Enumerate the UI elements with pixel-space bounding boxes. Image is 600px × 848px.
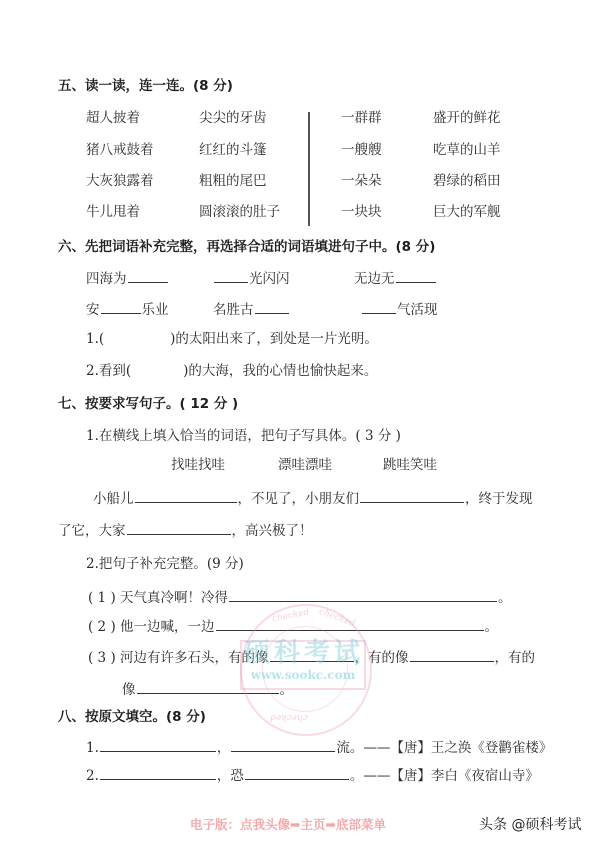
idiom-fill-6	[361, 301, 438, 318]
part-2-instruction: 2.把句子补充完整。(9 分)	[86, 556, 244, 572]
sentence-text: ，恐	[216, 768, 244, 784]
complete-sentence-1	[88, 589, 512, 606]
complete-sentence-3	[88, 649, 535, 666]
idiom-text: 无边无	[354, 271, 395, 287]
sentence-text: 。	[349, 768, 364, 784]
poem-fill-2	[86, 767, 539, 784]
answer-blank[interactable]	[229, 589, 497, 602]
answer-blank[interactable]	[231, 739, 335, 752]
noun-phrase-item: 盛开的鲜花	[433, 110, 501, 126]
complete-sentence-2	[88, 618, 498, 635]
answer-blank[interactable]	[410, 649, 494, 662]
sentence-text: ，有的	[494, 650, 535, 666]
idiom-text: 光闪闪	[249, 271, 290, 287]
watermark-ring-text: checked	[270, 712, 308, 722]
sentence-text: ( 1 ) 天气真冷啊！冷得	[88, 590, 228, 606]
complete-sentence-3-cont	[122, 681, 293, 698]
sentence-text: ，高兴极了！	[231, 523, 313, 539]
question-number: 2.	[86, 768, 99, 784]
idiom-fill-5	[213, 301, 290, 318]
answer-blank[interactable]	[127, 522, 231, 535]
measure-word-item: 一艘艘	[341, 142, 382, 158]
section-7-title: 七、按要求写句子。( 12 分 )	[58, 396, 239, 412]
word-option: 跳哇笑哇	[383, 457, 437, 473]
noun-phrase-item: 碧绿的稻田	[433, 173, 501, 189]
idiom-fill-2	[213, 270, 290, 287]
answer-blank[interactable]	[135, 490, 237, 503]
match-item-left: 牛儿甩着	[86, 204, 140, 220]
sentence-fill-2	[86, 365, 377, 379]
watermark-inner-ring	[262, 626, 348, 712]
footer-promo-link[interactable]: 电子版：点我头像➡主页➡底部菜单	[190, 817, 386, 832]
answer-blank[interactable]	[216, 618, 484, 631]
idiom-text: 气活现	[397, 302, 438, 318]
match-item-left: 超人披着	[86, 110, 140, 126]
sentence-text: ( 3 ) 河边有许多石头，有的像	[88, 650, 269, 666]
measure-word-item: 一群群	[341, 110, 382, 126]
answer-blank[interactable]	[101, 301, 141, 314]
answer-blank[interactable]	[128, 270, 168, 283]
poem-fill-1	[86, 739, 552, 756]
sentence-text: )的太阳出来了，到处是一片光明。	[170, 331, 378, 347]
match-item-right: 圆滚滚的肚子	[199, 204, 280, 220]
answer-blank[interactable]	[245, 767, 349, 780]
section-8-title: 八、按原文填空。(8 分)	[58, 709, 206, 725]
sentence-text: ，不见了，小朋友们	[237, 491, 359, 507]
sentence-text: ，有的像	[354, 650, 409, 666]
idiom-text: 安	[86, 302, 100, 318]
sentence-text: 了它，大家	[58, 523, 126, 539]
answer-blank[interactable]	[396, 270, 436, 283]
sentence-text: 1.(	[86, 331, 105, 347]
measure-word-item: 一朵朵	[341, 173, 382, 189]
watermark-title: 硕科考试	[244, 638, 365, 668]
answer-blank[interactable]	[214, 270, 248, 283]
sentence-text: ，终于发现	[465, 491, 533, 507]
poem-source: ——【唐】李白《夜宿山寺》	[363, 768, 539, 784]
match-item-right: 尖尖的牙齿	[199, 110, 267, 126]
idiom-fill-3	[354, 270, 437, 287]
watermark-ring-text: checked	[271, 607, 311, 625]
sentence-text: )的大海，我的心情也愉快起来。	[183, 363, 378, 379]
sentence-text: ，	[216, 740, 231, 756]
idiom-fill-4	[86, 301, 169, 318]
sentence-text: ( 2 ) 他一边喊，一边	[88, 619, 215, 635]
word-option: 漂哇漂哇	[278, 457, 332, 473]
idiom-fill-1	[86, 270, 169, 287]
match-item-right: 粗粗的尾巴	[199, 173, 267, 189]
sentence-text: 像	[122, 682, 136, 698]
sentence-fill-1	[86, 333, 378, 347]
idiom-text: 四海为	[86, 271, 127, 287]
section-5-title: 五、读一读，连一连。(8 分)	[58, 78, 233, 94]
answer-blank[interactable]	[100, 739, 216, 752]
sentence-text: 流。	[336, 740, 364, 756]
noun-phrase-item: 吃草的山羊	[433, 142, 501, 158]
watermark-url: www.sookc.com	[250, 668, 356, 682]
question-number: 1.	[86, 740, 99, 756]
answer-blank[interactable]	[270, 649, 354, 662]
footer-brand-watermark: 头条 @硕科考试	[479, 817, 582, 833]
poem-source: ——【唐】王之涣《登鹳雀楼》	[363, 740, 553, 756]
idiom-text: 乐业	[141, 302, 169, 318]
measure-word-item: 一块块	[341, 204, 382, 220]
answer-blank[interactable]	[255, 301, 289, 314]
sentence-text: 小船儿	[93, 491, 134, 507]
fill-sentence-line-2	[58, 522, 313, 539]
sentence-text: 。	[279, 682, 293, 698]
match-item-right: 红红的斗篷	[199, 142, 267, 158]
section-6-title: 六、先把词语补充完整，再选择合适的词语填进句子中。(8 分)	[58, 239, 436, 255]
word-option: 找哇找哇	[171, 457, 225, 473]
noun-phrase-item: 巨大的军舰	[433, 204, 501, 220]
sentence-text: 2.看到(	[86, 363, 132, 379]
sentence-text: 。	[484, 619, 498, 635]
watermark-ring-text: checked	[317, 606, 357, 630]
idiom-text: 名胜古	[213, 302, 254, 318]
answer-blank[interactable]	[360, 490, 464, 503]
match-item-left: 大灰狼露着	[86, 173, 154, 189]
answer-blank[interactable]	[100, 767, 216, 780]
answer-blank[interactable]	[362, 301, 396, 314]
part-1-instruction: 1.在横线上填入恰当的词语，把句子写具体。( 3 分 )	[86, 428, 401, 444]
fill-sentence-line-1	[93, 490, 533, 507]
match-item-left: 猪八戒鼓着	[86, 142, 154, 158]
answer-blank[interactable]	[137, 681, 279, 694]
sentence-text: 。	[498, 590, 512, 606]
column-divider	[308, 112, 310, 226]
